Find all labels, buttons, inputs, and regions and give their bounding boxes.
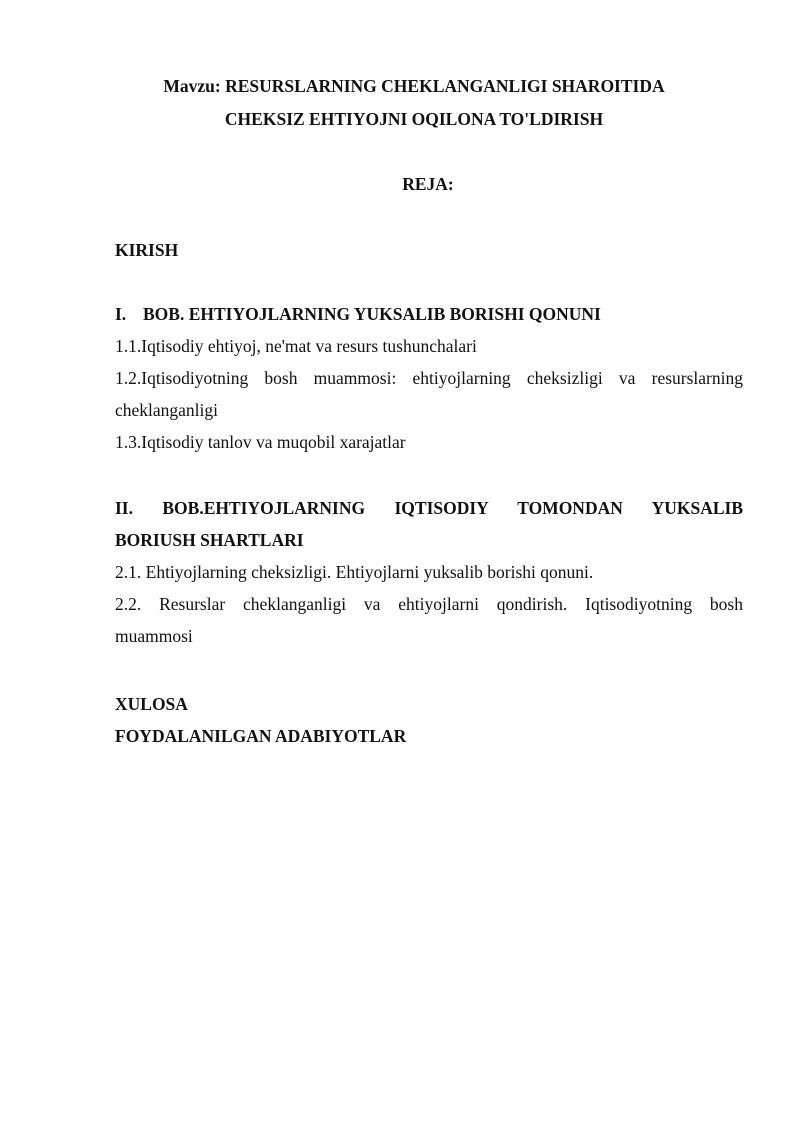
conclusion-heading: XULOSA bbox=[115, 694, 188, 714]
chapter-1-heading bbox=[115, 298, 743, 330]
chapter-1-title: BOB. EHTIYOJLARNING YUKSALIB BORISHI QONUNI bbox=[143, 304, 601, 324]
chapter-1-item-1: 1.1.Iqtisodiy ehtiyoj, ne'mat va resurs tushunchalari bbox=[115, 336, 477, 356]
document-title-line-2: CHEKSIZ EHTIYOJNI OQILONA TO'LDIRISH bbox=[224, 109, 604, 129]
chapter-1 bbox=[115, 298, 743, 458]
chapter-2 bbox=[115, 492, 743, 652]
chapter-1-item-2-line-1: 1.2.Iqtisodiyotning bosh muammosi: ehtiyojlarning cheksizligi va resurslarning bbox=[115, 368, 743, 388]
references-heading: FOYDALANILGAN ADABIYOTLAR bbox=[115, 726, 407, 746]
plan-heading: REJA: bbox=[402, 174, 454, 194]
chapter-1-number: I. bbox=[115, 304, 127, 324]
intro-heading: KIRISH bbox=[115, 240, 179, 260]
chapter-1-item-2-line-2: cheklanganligi bbox=[115, 400, 219, 420]
chapter-2-heading-line-1: II. BOB.EHTIYOJLARNING IQTISODIY TOMONDAN YUKSALIB bbox=[115, 498, 743, 518]
chapter-1-item-3: 1.3.Iqtisodiy tanlov va muqobil xarajatlar bbox=[115, 432, 406, 452]
chapter-2-heading-line-2: BORIUSH SHARTLARI bbox=[115, 530, 304, 550]
document-title-line-1: Mavzu: RESURSLARNING CHEKLANGANLIGI SHAROITIDA bbox=[163, 76, 665, 96]
chapter-2-item-2-line-1: 2.2. Resurslar cheklanganligi va ehtiyojlarni qondirish. Iqtisodiyotning bosh bbox=[115, 594, 743, 614]
chapter-2-item-2-line-2: muammosi bbox=[115, 626, 193, 646]
chapter-2-item-1: 2.1. Ehtiyojlarning cheksizligi. Ehtiyojlarni yuksalib borishi qonuni. bbox=[115, 562, 594, 582]
